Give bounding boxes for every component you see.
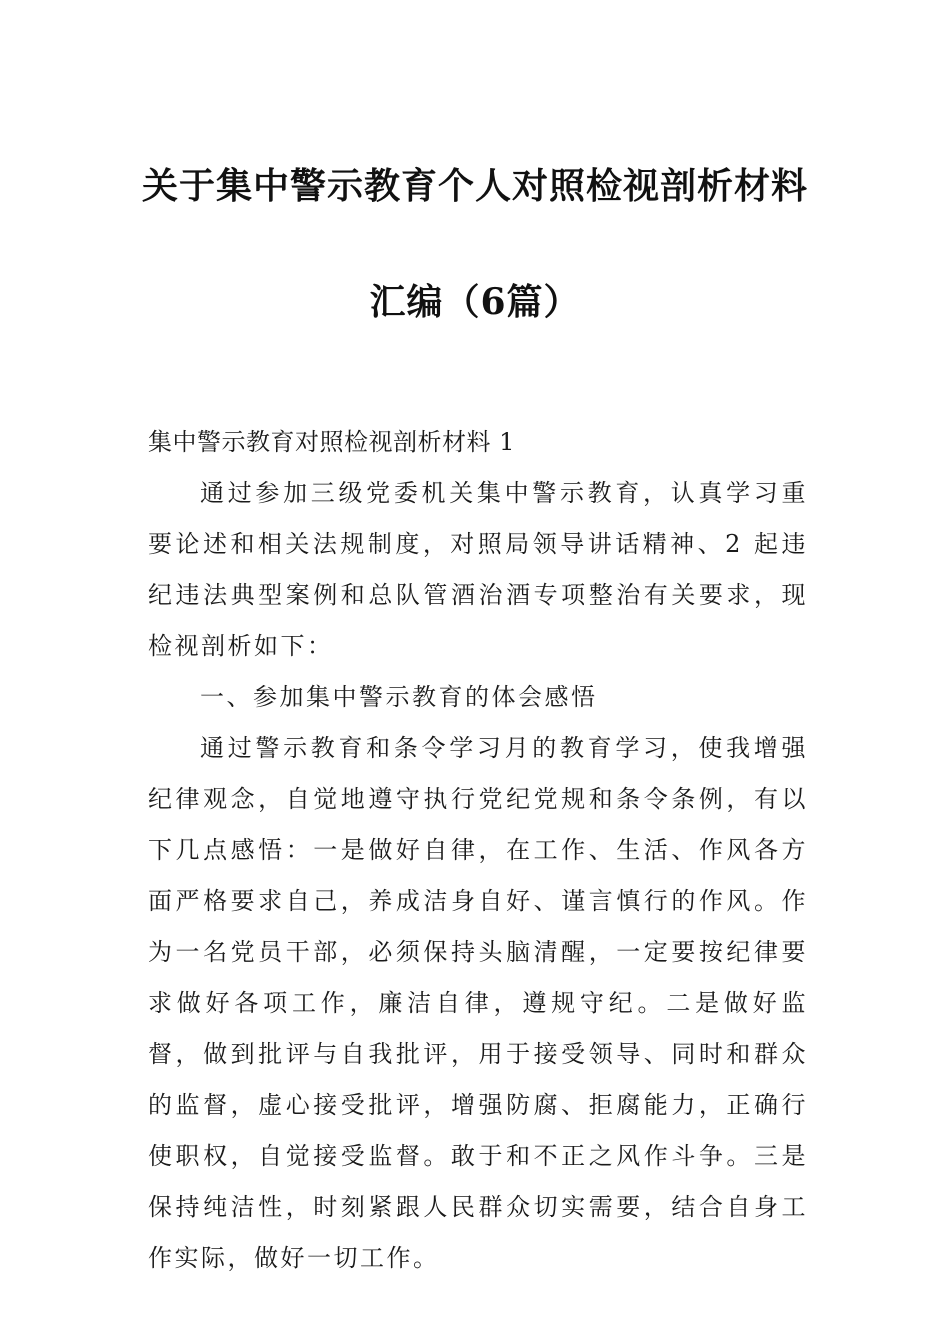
section-label: 集中警示教育对照检视剖析材料 1: [148, 428, 515, 456]
document-title-line1: 关于集中警示教育个人对照检视剖析材料: [141, 165, 808, 207]
paragraph-reflection: 通过警示教育和条令学习月的教育学习，使我增强纪律观念，自觉地遵守执行党纪党规和条令条例，有以下几点感悟：一是做好自律，在工作、生活、作风各方面严格要求自己，养成洁身自好、谨言慎行的作风。作为一名党员干部，必须保持头脑清醒，一定要按纪律要求做好各项工作，廉洁自律，遵规守纪。二是做好监督，做到批评与自我批评，用于接受领导、同时和群众的监督，虚心接受批评，增强防腐、拒腐能力，正确行使职权，自觉接受监督。敢于和不正之风作斗争。三是保持纯洁性，时刻紧跟人民群众切实需要，结合自身工作实际，做好一切工作。: [148, 734, 808, 1272]
document-title-line2: 汇编（6篇）: [369, 281, 581, 323]
document-body: [148, 417, 808, 1284]
paragraph-intro: 通过参加三级党委机关集中警示教育，认真学习重要论述和相关法规制度，对照局领导讲话精神、2 起违纪违法典型案例和总队管酒治酒专项整治有关要求，现检视剖析如下：: [148, 479, 808, 660]
section-heading: 一、参加集中警示教育的体会感悟: [200, 683, 598, 711]
